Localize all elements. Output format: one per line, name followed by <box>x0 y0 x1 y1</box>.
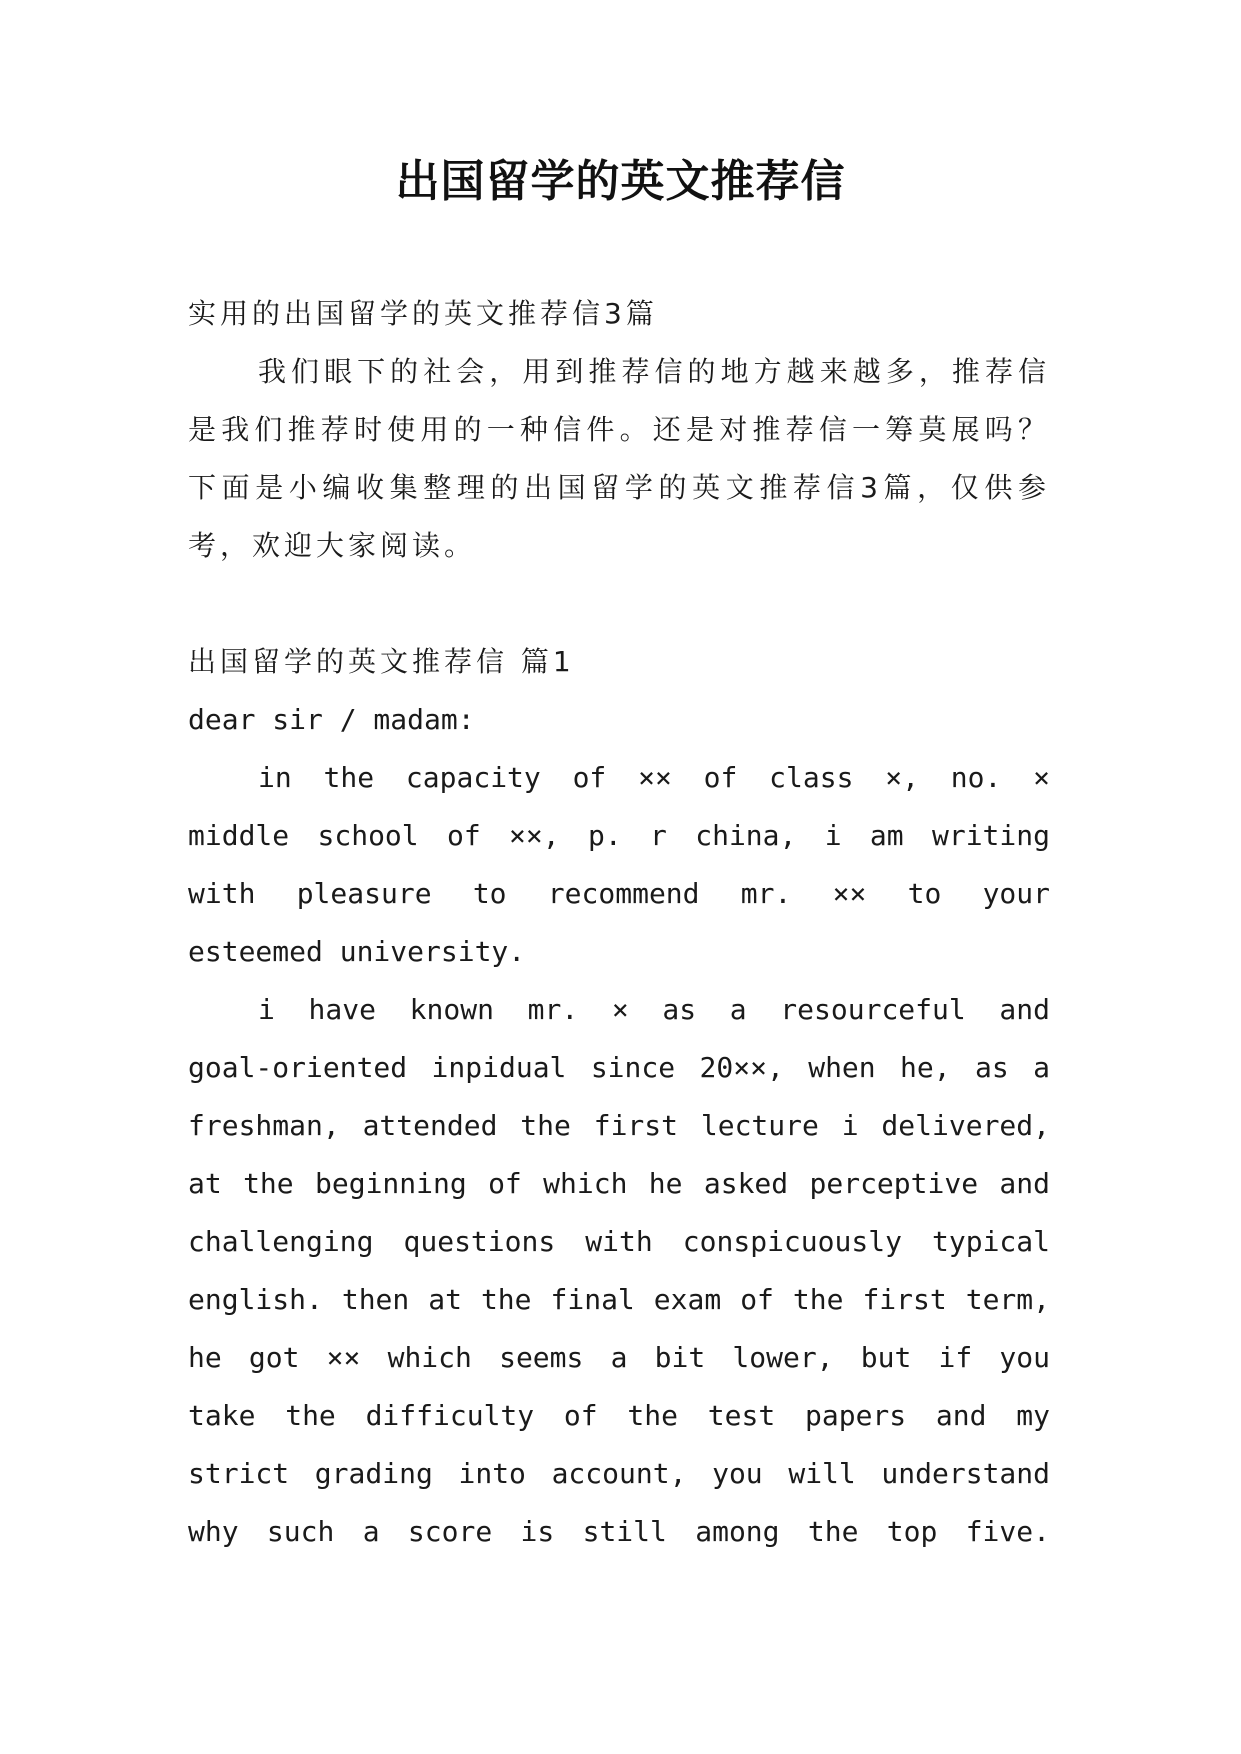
paragraph-spacer <box>188 575 1050 633</box>
section-heading: 出国留学的英文推荐信 篇1 <box>188 645 575 678</box>
letter-salutation: dear sir / madam: <box>188 703 475 736</box>
paragraph-line: at the beginning of which he asked perceptive and <box>188 1167 1050 1200</box>
letter-paragraph-2 <box>188 981 1050 1561</box>
intro-paragraph <box>188 343 1050 575</box>
page-title: 出国留学的英文推荐信 <box>395 156 846 207</box>
paragraph-line: in the capacity of ×× of class ×, no. × <box>258 761 1050 794</box>
document-body <box>188 285 1050 1561</box>
letter-paragraph-1 <box>188 749 1050 981</box>
paragraph-line: 下面是小编收集整理的出国留学的英文推荐信3篇，仅供参 <box>188 471 1050 504</box>
paragraph-line: english. then at the final exam of the first term, <box>188 1283 1050 1316</box>
paragraph-line: with pleasure to recommend mr. ×× to your <box>188 877 1050 910</box>
paragraph-line: take the difficulty of the test papers and my <box>188 1399 1050 1432</box>
paragraph-line: strict grading into account, you will understand <box>188 1457 1050 1490</box>
paragraph-line: he got ×× which seems a bit lower, but if you <box>188 1341 1050 1374</box>
paragraph-line: middle school of ××, p. r china, i am writing <box>188 819 1050 852</box>
paragraph-line: 考，欢迎大家阅读。 <box>188 529 477 562</box>
paragraph-line: 是我们推荐时使用的一种信件。还是对推荐信一筹莫展吗？ <box>188 413 1050 446</box>
paragraph-line: challenging questions with conspicuously typical <box>188 1225 1050 1258</box>
paragraph-line: 我们眼下的社会，用到推荐信的地方越来越多，推荐信 <box>258 355 1050 388</box>
paragraph-line: i have known mr. × as a resourceful and <box>258 993 1050 1026</box>
paragraph-line: esteemed university. <box>188 935 526 968</box>
paragraph-line: freshman, attended the first lecture i delivered, <box>188 1109 1050 1142</box>
document-subtitle: 实用的出国留学的英文推荐信3篇 <box>188 297 658 330</box>
paragraph-line: goal-oriented inpidual since 20××, when he, as a <box>188 1051 1050 1084</box>
paragraph-line: why such a score is still among the top five. <box>188 1515 1050 1548</box>
